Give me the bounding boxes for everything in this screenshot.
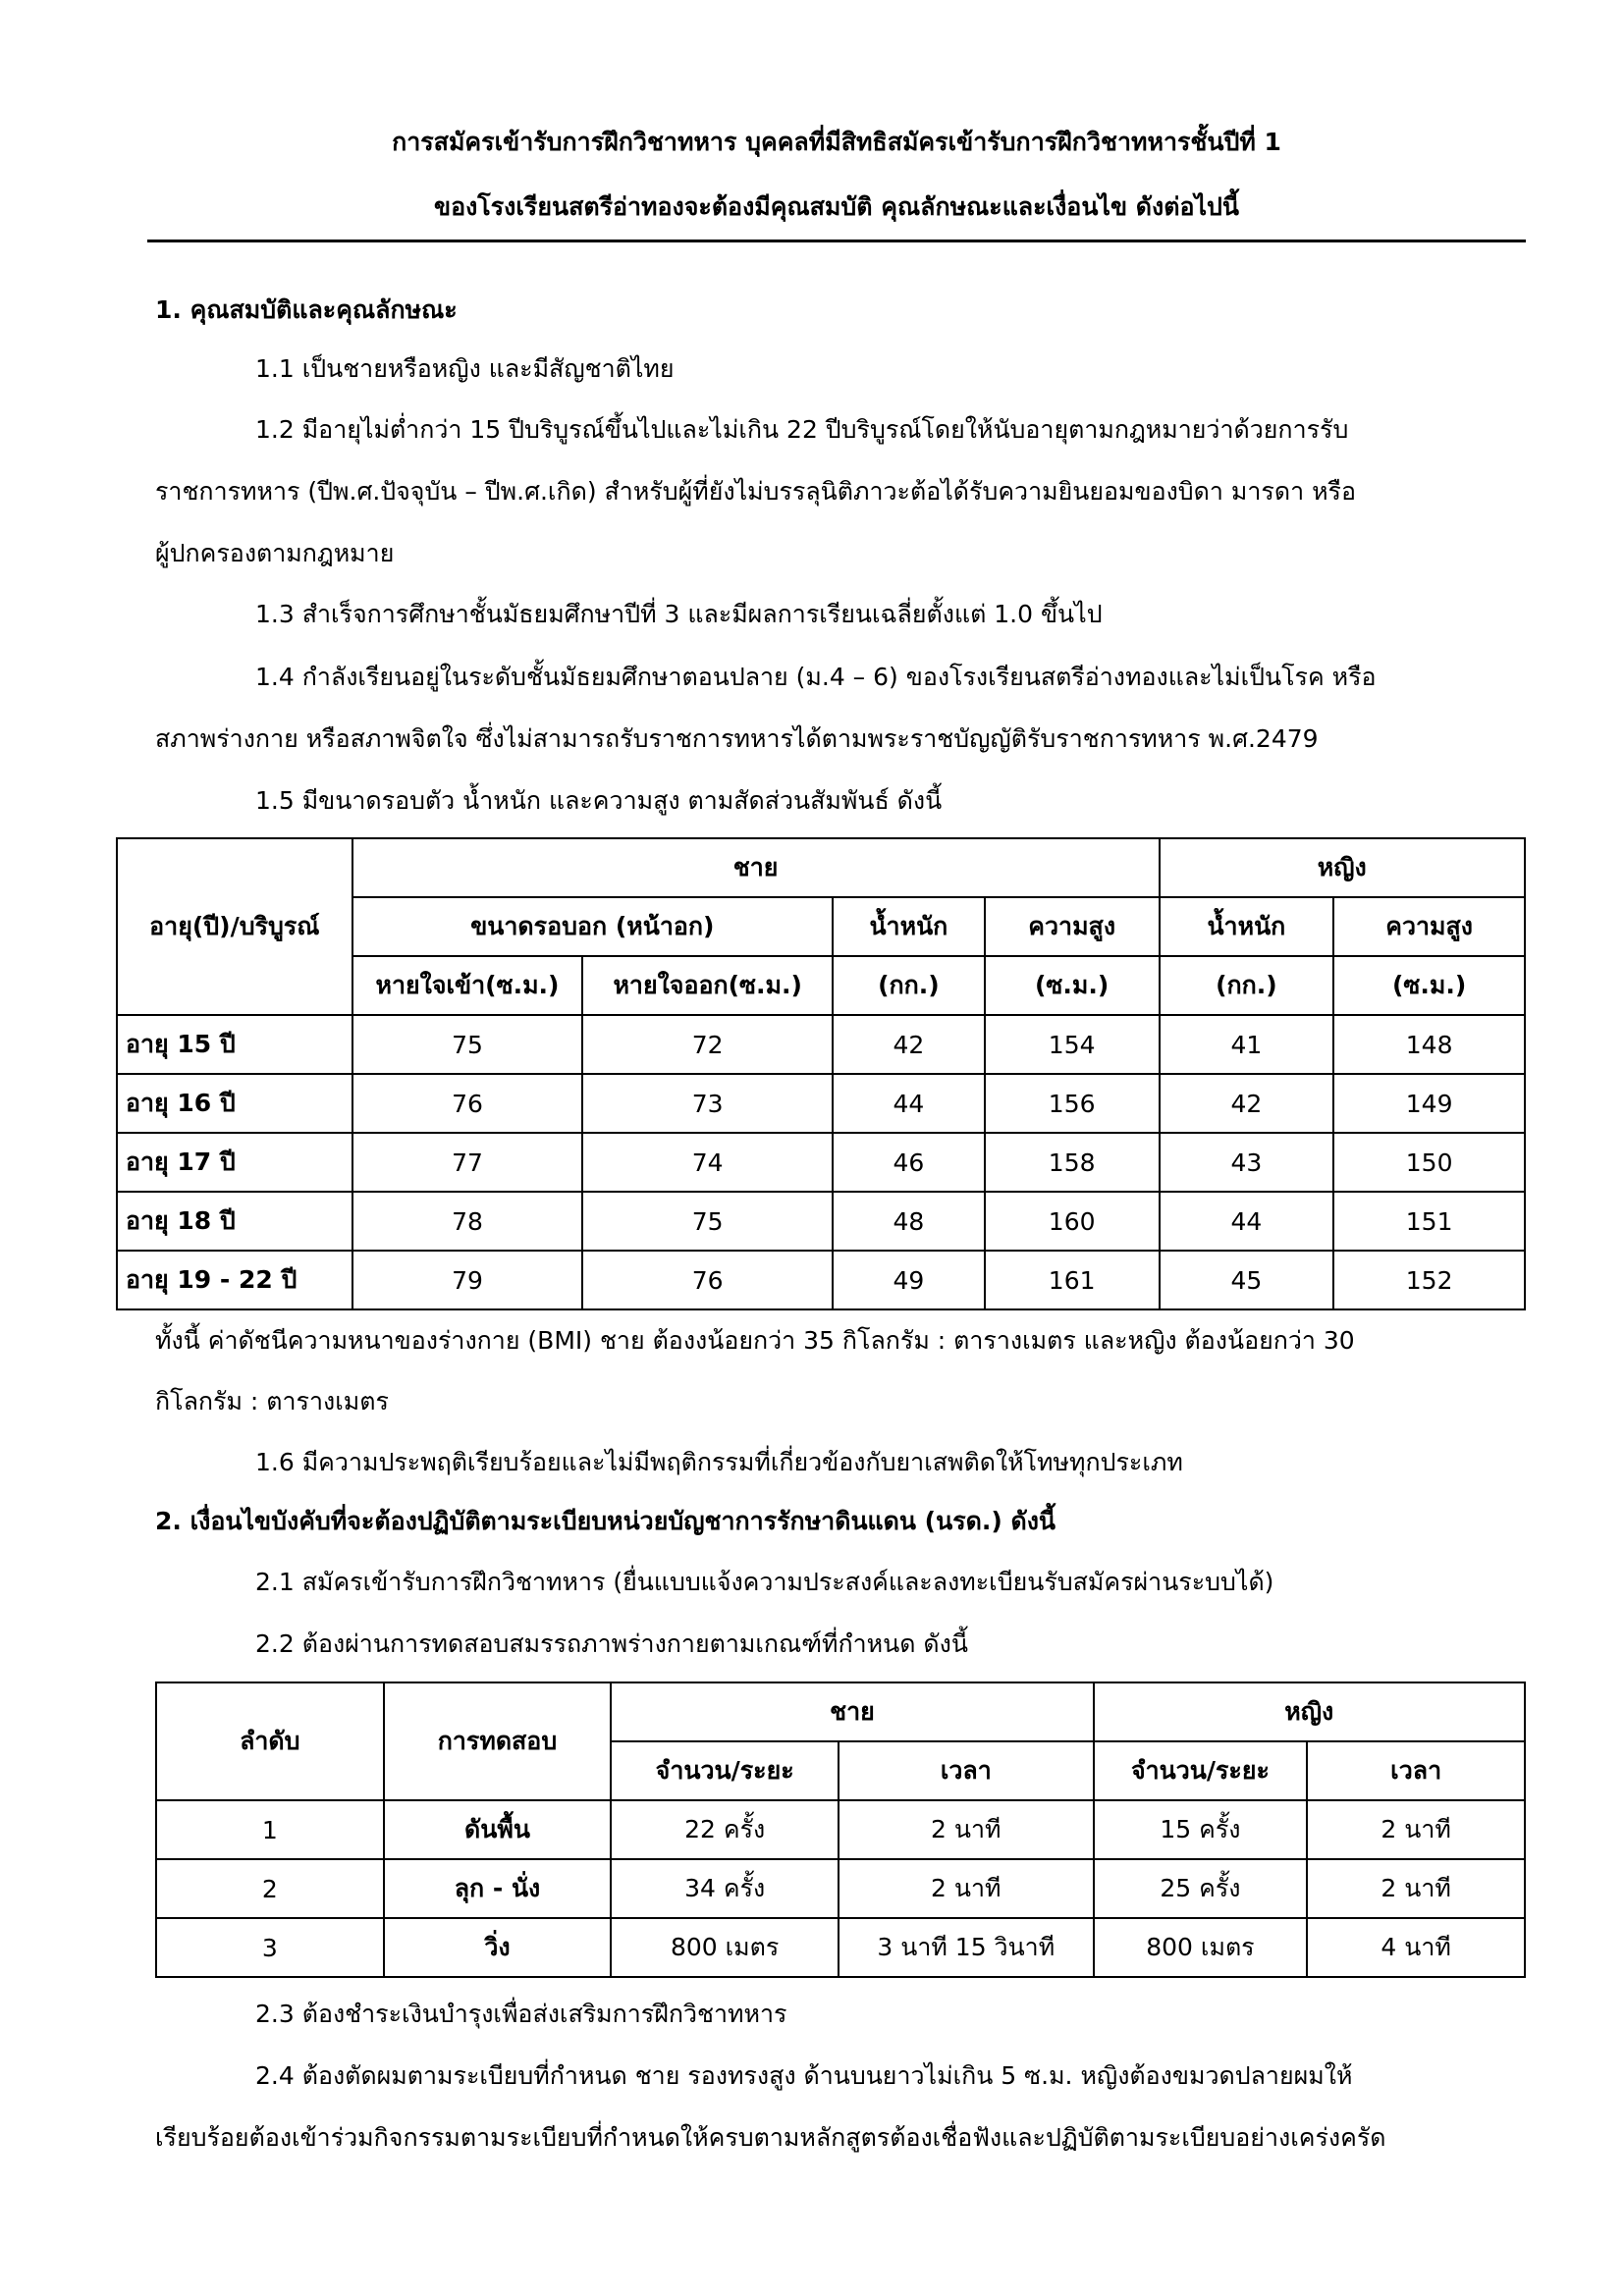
header-male-weight-unit: (กก.) bbox=[833, 956, 985, 1015]
age-cell: อายุ 15 ปี bbox=[117, 1015, 352, 1074]
order-cell: 2 bbox=[156, 1859, 384, 1918]
female-weight-cell: 45 bbox=[1160, 1251, 1334, 1309]
test-cell: ดันพื้น bbox=[384, 1800, 612, 1859]
male-height-cell: 160 bbox=[985, 1192, 1160, 1251]
male-weight-cell: 44 bbox=[833, 1074, 985, 1133]
female-weight-cell: 44 bbox=[1160, 1192, 1334, 1251]
female-height-cell: 148 bbox=[1333, 1015, 1525, 1074]
header-male-time: เวลา bbox=[839, 1741, 1094, 1800]
header-exhale: หายใจออก(ซ.ม.) bbox=[582, 956, 833, 1015]
male-height-cell: 154 bbox=[985, 1015, 1160, 1074]
table-row bbox=[117, 1192, 1525, 1251]
header-male-height: ความสูง bbox=[985, 897, 1160, 956]
exhale-cell: 72 bbox=[582, 1015, 833, 1074]
age-cell: อายุ 19 - 22 ปี bbox=[117, 1251, 352, 1309]
male-height-cell: 158 bbox=[985, 1133, 1160, 1192]
male-amount-cell: 22 ครั้ง bbox=[611, 1800, 839, 1859]
female-time-cell: 2 นาที bbox=[1307, 1800, 1525, 1859]
test-cell: ลุก - นั่ง bbox=[384, 1859, 612, 1918]
male-weight-cell: 49 bbox=[833, 1251, 985, 1309]
male-height-cell: 156 bbox=[985, 1074, 1160, 1133]
header-female-amount: จำนวน/ระยะ bbox=[1094, 1741, 1308, 1800]
header-female-time: เวลา bbox=[1307, 1741, 1525, 1800]
header-inhale: หายใจเข้า(ซ.ม.) bbox=[352, 956, 583, 1015]
inhale-cell: 78 bbox=[352, 1192, 583, 1251]
exhale-cell: 74 bbox=[582, 1133, 833, 1192]
age-cell: อายุ 16 ปี bbox=[117, 1074, 352, 1133]
exhale-cell: 75 bbox=[582, 1192, 833, 1251]
title-divider bbox=[147, 240, 1526, 242]
exhale-cell: 73 bbox=[582, 1074, 833, 1133]
item-2-3: 2.3 ต้องชำระเงินบำรุงเพื่อส่งเสริมการฝึกวิชาทหาร bbox=[255, 2000, 787, 2028]
female-amount-cell: 800 เมตร bbox=[1094, 1918, 1308, 1977]
document-title-line2: ของโรงเรียนสตรีอ่าทองจะต้องมีคุณสมบัติ คุณลักษณะและเงื่อนไข ดังต่อไปนี้ bbox=[433, 192, 1240, 221]
header-male: ชาย bbox=[611, 1682, 1093, 1741]
header-female: หญิง bbox=[1160, 838, 1525, 897]
header-male-height-unit: (ซ.ม.) bbox=[985, 956, 1160, 1015]
male-amount-cell: 800 เมตร bbox=[611, 1918, 839, 1977]
item-2-2: 2.2 ต้องผ่านการทดสอบสมรรถภาพร่างกายตามเกณฑ์ที่กำหนด ดังนี้ bbox=[255, 1629, 968, 1658]
table-row bbox=[117, 1015, 1525, 1074]
male-weight-cell: 46 bbox=[833, 1133, 985, 1192]
test-cell: วิ่ง bbox=[384, 1918, 612, 1977]
header-age: อายุ(ปี)/บริบูรณ์ bbox=[117, 838, 352, 1015]
header-male: ชาย bbox=[352, 838, 1160, 897]
bmi-note-line2: กิโลกรัม : ตารางเมตร bbox=[155, 1387, 389, 1415]
table-row bbox=[117, 1074, 1525, 1133]
document-title-line1: การสมัครเข้ารับการฝึกวิชาทหาร บุคคลที่มีสิทธิสมัครเข้ารับการฝึกวิชาทหารชั้นปีที่ 1 bbox=[392, 128, 1281, 156]
header-female-height-unit: (ซ.ม.) bbox=[1333, 956, 1525, 1015]
item-1-3: 1.3 สำเร็จการศึกษาชั้นมัธยมศึกษาปีที่ 3 และมีผลการเรียนเฉลี่ยตั้งแต่ 1.0 ขึ้นไป bbox=[255, 600, 1103, 628]
table-row bbox=[156, 1859, 1525, 1918]
header-female-weight-unit: (กก.) bbox=[1160, 956, 1334, 1015]
header-order: ลำดับ bbox=[156, 1682, 384, 1800]
header-female-weight: น้ำหนัก bbox=[1160, 897, 1334, 956]
header-test: การทดสอบ bbox=[384, 1682, 612, 1800]
table-row bbox=[156, 1918, 1525, 1977]
section2-heading: 2. เงื่อนไขบังคับที่จะต้องปฏิบัติตามระเบียบหน่วยบัญชาการรักษาดินแดน (นรด.) ดังนี้ bbox=[155, 1507, 1056, 1535]
exhale-cell: 76 bbox=[582, 1251, 833, 1309]
section1-heading: 1. คุณสมบัติและคุณลักษณะ bbox=[155, 295, 458, 324]
table-row bbox=[117, 1251, 1525, 1309]
inhale-cell: 76 bbox=[352, 1074, 583, 1133]
female-time-cell: 2 นาที bbox=[1307, 1859, 1525, 1918]
age-cell: อายุ 17 ปี bbox=[117, 1133, 352, 1192]
female-height-cell: 149 bbox=[1333, 1074, 1525, 1133]
female-amount-cell: 25 ครั้ง bbox=[1094, 1859, 1308, 1918]
male-height-cell: 161 bbox=[985, 1251, 1160, 1309]
female-time-cell: 4 นาที bbox=[1307, 1918, 1525, 1977]
item-1-1: 1.1 เป็นชายหรือหญิง และมีสัญชาติไทย bbox=[255, 354, 675, 383]
order-cell: 3 bbox=[156, 1918, 384, 1977]
item-2-1: 2.1 สมัครเข้ารับการฝึกวิชาทหาร (ยื่นแบบแจ้งความประสงค์และลงทะเบียนรับสมัครผ่านระบบได้) bbox=[255, 1568, 1274, 1596]
header-female: หญิง bbox=[1094, 1682, 1525, 1741]
inhale-cell: 77 bbox=[352, 1133, 583, 1192]
female-weight-cell: 43 bbox=[1160, 1133, 1334, 1192]
female-height-cell: 151 bbox=[1333, 1192, 1525, 1251]
female-height-cell: 150 bbox=[1333, 1133, 1525, 1192]
item-1-2-line2: ราชการทหาร (ปีพ.ศ.ปัจจุบัน – ปีพ.ศ.เกิด) สำหรับผู้ที่ยังไม่บรรลุนิติภาวะต้อได้รับความยินยอมของบิดา มารดา หรือ bbox=[155, 477, 1356, 506]
body-measurement-table bbox=[116, 837, 1526, 1310]
order-cell: 1 bbox=[156, 1800, 384, 1859]
item-1-4-line2: สภาพร่างกาย หรือสภาพจิตใจ ซึ่งไม่สามารถรับราชการทหารได้ตามพระราชบัญญัติรับราชการทหาร พ.ศ.2479 bbox=[155, 724, 1319, 753]
table-row bbox=[156, 1800, 1525, 1859]
age-cell: อายุ 18 ปี bbox=[117, 1192, 352, 1251]
male-weight-cell: 42 bbox=[833, 1015, 985, 1074]
male-weight-cell: 48 bbox=[833, 1192, 985, 1251]
male-time-cell: 3 นาที 15 วินาที bbox=[839, 1918, 1094, 1977]
male-time-cell: 2 นาที bbox=[839, 1859, 1094, 1918]
bmi-note-line1: ทั้งนี้ ค่าดัชนีความหนาของร่างกาย (BMI) ชาย ต้องงน้อยกว่า 35 กิโลกรัม : ตารางเมตร และหญิง ต้องน้อยกว่า 30 bbox=[155, 1326, 1355, 1355]
female-weight-cell: 41 bbox=[1160, 1015, 1334, 1074]
item-1-6: 1.6 มีความประพฤติเรียบร้อยและไม่มีพฤติกรรมที่เกี่ยวข้องกับยาเสพติดให้โทษทุกประเภท bbox=[255, 1448, 1183, 1476]
male-time-cell: 2 นาที bbox=[839, 1800, 1094, 1859]
fitness-test-table bbox=[155, 1682, 1526, 1978]
item-2-4-line1: 2.4 ต้องตัดผมตามระเบียบที่กำหนด ชาย รองทรงสูง ด้านบนยาวไม่เกิน 5 ซ.ม. หญิงต้องขมวดปลายผมให้ bbox=[255, 2061, 1353, 2090]
item-1-5: 1.5 มีขนาดรอบตัว น้ำหนัก และความสูง ตามสัดส่วนสัมพันธ์ ดังนี้ bbox=[255, 786, 943, 815]
item-2-4-line2: เรียบร้อยต้องเข้าร่วมกิจกรรมตามระเบียบที่กำหนดให้ครบตามหลักสูตรต้องเชื่อฟังและปฏิบัติตามระเบียบอย่างเคร่งครัด bbox=[155, 2123, 1386, 2152]
item-1-2-line3: ผู้ปกครองตามกฎหมาย bbox=[155, 539, 395, 567]
item-1-2-line1: 1.2 มีอายุไม่ต่ำกว่า 15 ปีบริบูรณ์ขึ้นไปและไม่เกิน 22 ปีบริบูรณ์โดยให้นับอายุตามกฎหมายว่าด้วยการรับ bbox=[255, 415, 1349, 444]
header-female-height: ความสูง bbox=[1333, 897, 1525, 956]
item-1-4-line1: 1.4 กำลังเรียนอยู่ในระดับชั้นมัธยมศึกษาตอนปลาย (ม.4 – 6) ของโรงเรียนสตรีอ่างทองและไม่เป็นโรค หรือ bbox=[255, 663, 1377, 691]
table-row bbox=[117, 1133, 1525, 1192]
female-weight-cell: 42 bbox=[1160, 1074, 1334, 1133]
inhale-cell: 75 bbox=[352, 1015, 583, 1074]
female-amount-cell: 15 ครั้ง bbox=[1094, 1800, 1308, 1859]
header-male-weight: น้ำหนัก bbox=[833, 897, 985, 956]
female-height-cell: 152 bbox=[1333, 1251, 1525, 1309]
header-chest: ขนาดรอบอก (หน้าอก) bbox=[352, 897, 833, 956]
male-amount-cell: 34 ครั้ง bbox=[611, 1859, 839, 1918]
header-male-amount: จำนวน/ระยะ bbox=[611, 1741, 839, 1800]
inhale-cell: 79 bbox=[352, 1251, 583, 1309]
